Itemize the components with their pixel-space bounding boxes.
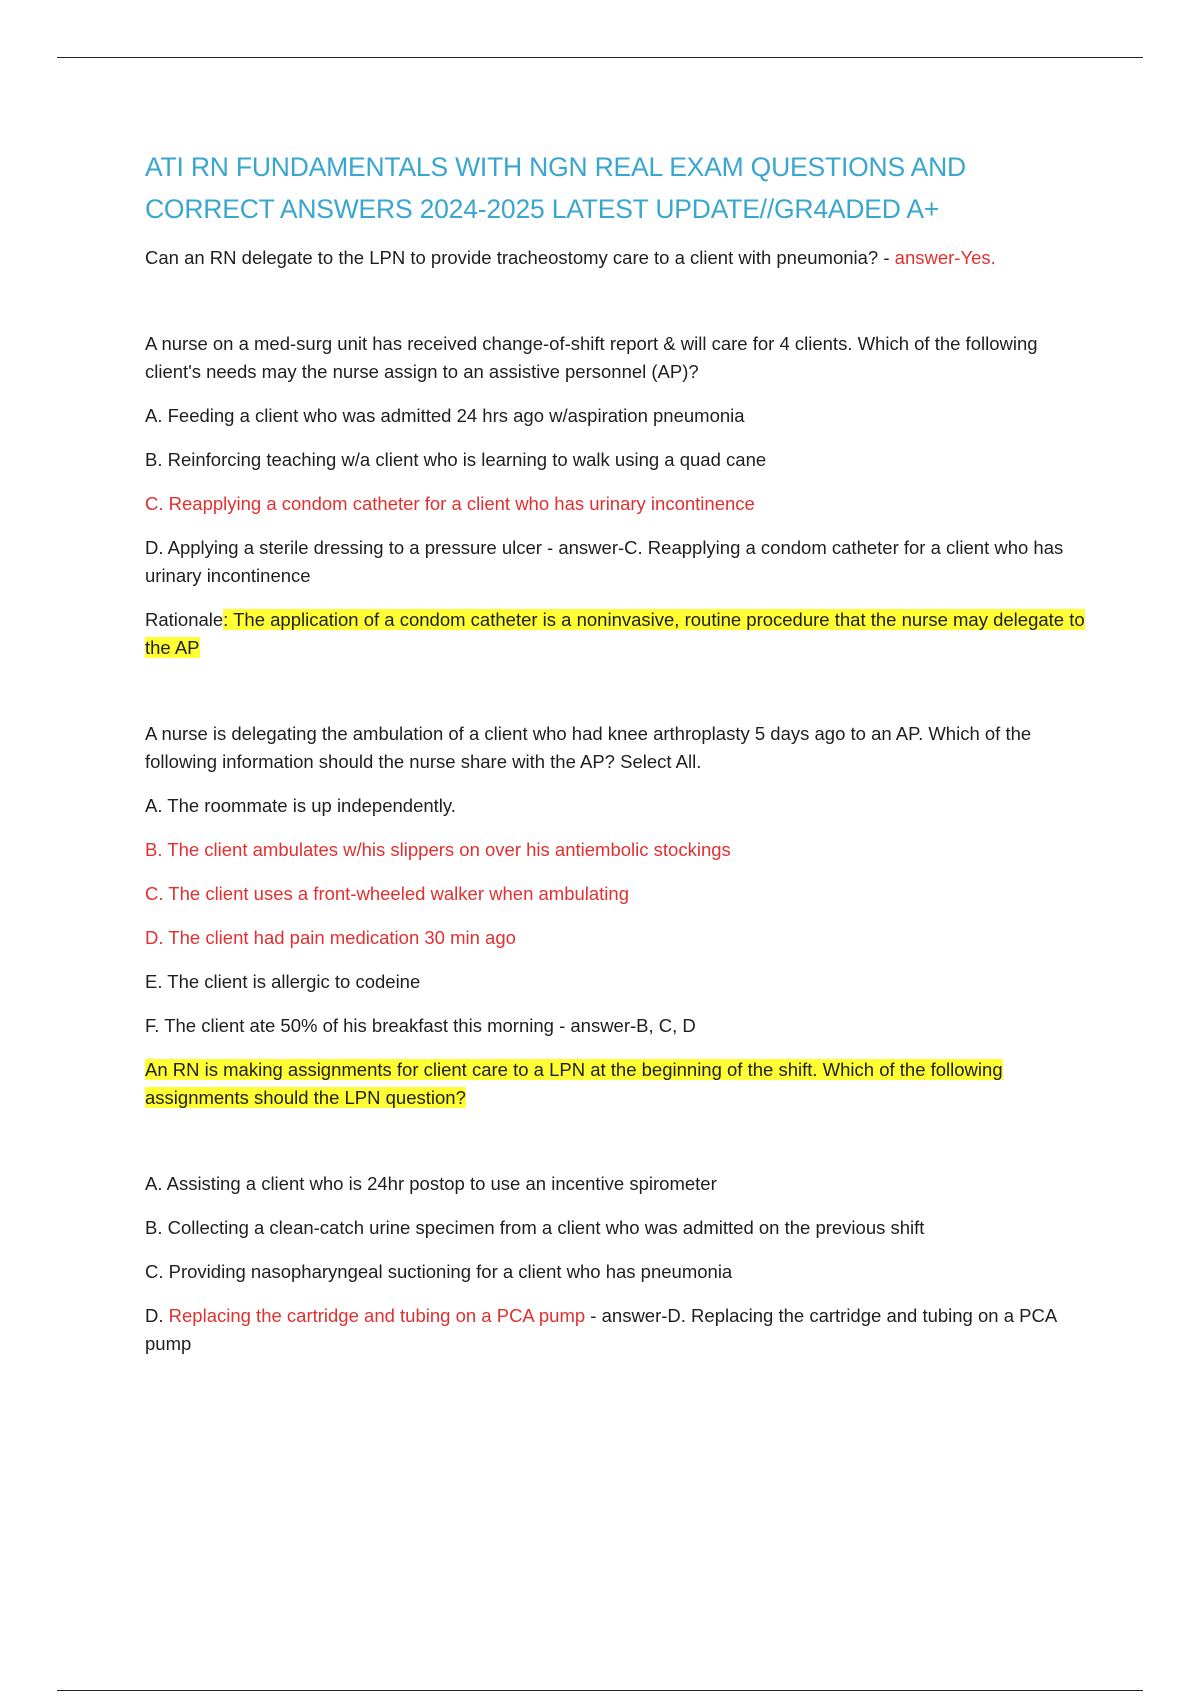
q2-question: A nurse on a med-surg unit has received change-of-shift report & will care for 4 clients. Which of the following client's needs may the nurse assign to an assistive personnel (AP)? — [145, 333, 1038, 382]
q4-option-d — [145, 1302, 1090, 1358]
q1-answer: answer-Yes. — [894, 247, 996, 268]
document-body — [145, 146, 1090, 1358]
q3-option-b: B. The client ambulates w/his slippers on over his antiembolic stockings — [145, 839, 731, 860]
q3-option-f: F. The client ate 50% of his breakfast this morning - answer-B, C, D — [145, 1015, 696, 1036]
q3-question: A nurse is delegating the ambulation of a client who had knee arthroplasty 5 days ago to an AP. Which of the following information should the nurse share with the AP? Select All. — [145, 723, 1032, 772]
q2-option-a: A. Feeding a client who was admitted 24 hrs ago w/aspiration pneumonia — [145, 405, 745, 426]
q1-question — [145, 244, 1090, 272]
q3-option-c: C. The client uses a front-wheeled walker when ambulating — [145, 883, 629, 904]
q2-rationale — [145, 606, 1090, 662]
q4-option-b: B. Collecting a clean-catch urine specimen from a client who was admitted on the previous shift — [145, 1217, 925, 1238]
q2-option-b: B. Reinforcing teaching w/a client who is learning to walk using a quad cane — [145, 449, 767, 470]
q4-option-d-prefix: D. — [145, 1305, 169, 1326]
q4-option-a: A. Assisting a client who is 24hr postop to use an incentive spirometer — [145, 1173, 717, 1194]
q4-question-text: An RN is making assignments for client care to a LPN at the beginning of the shift. Which of the following assignments should the LPN question? — [145, 1059, 1003, 1108]
q4-option-c: C. Providing nasopharyngeal suctioning for a client who has pneumonia — [145, 1261, 733, 1282]
q4-option-d-highlight: Replacing the cartridge and tubing on a PCA pump — [168, 1305, 586, 1326]
q3-option-d: D. The client had pain medication 30 min ago — [145, 927, 516, 948]
q3-option-a: A. The roommate is up independently. — [145, 795, 456, 816]
document-title: ATI RN FUNDAMENTALS WITH NGN REAL EXAM QUESTIONS AND CORRECT ANSWERS 2024-2025 LATEST UPDATE//GR4ADED A+ — [145, 152, 966, 224]
q3-option-e: E. The client is allergic to codeine — [145, 971, 421, 992]
q2-option-c: C. Reapplying a condom catheter for a client who has urinary incontinence — [145, 493, 755, 514]
top-rule — [57, 57, 1143, 58]
q1-question-text: Can an RN delegate to the LPN to provide tracheostomy care to a client with pneumonia? - — [145, 247, 895, 268]
q4-question — [145, 1056, 1090, 1112]
bottom-rule — [57, 1690, 1143, 1691]
q4-option-d-answer: - answer-D. Replacing the cartridge and tubing on a PCA pump — [145, 1305, 1057, 1354]
rationale-label: Rationale — [145, 609, 224, 630]
q2-option-d: D. Applying a sterile dressing to a pressure ulcer - answer-C. Reapplying a condom catheter for a client who has urinary incontinence — [145, 537, 1064, 586]
rationale-text: : The application of a condom catheter is a noninvasive, routine procedure that the nurse may delegate to the AP — [145, 609, 1085, 658]
